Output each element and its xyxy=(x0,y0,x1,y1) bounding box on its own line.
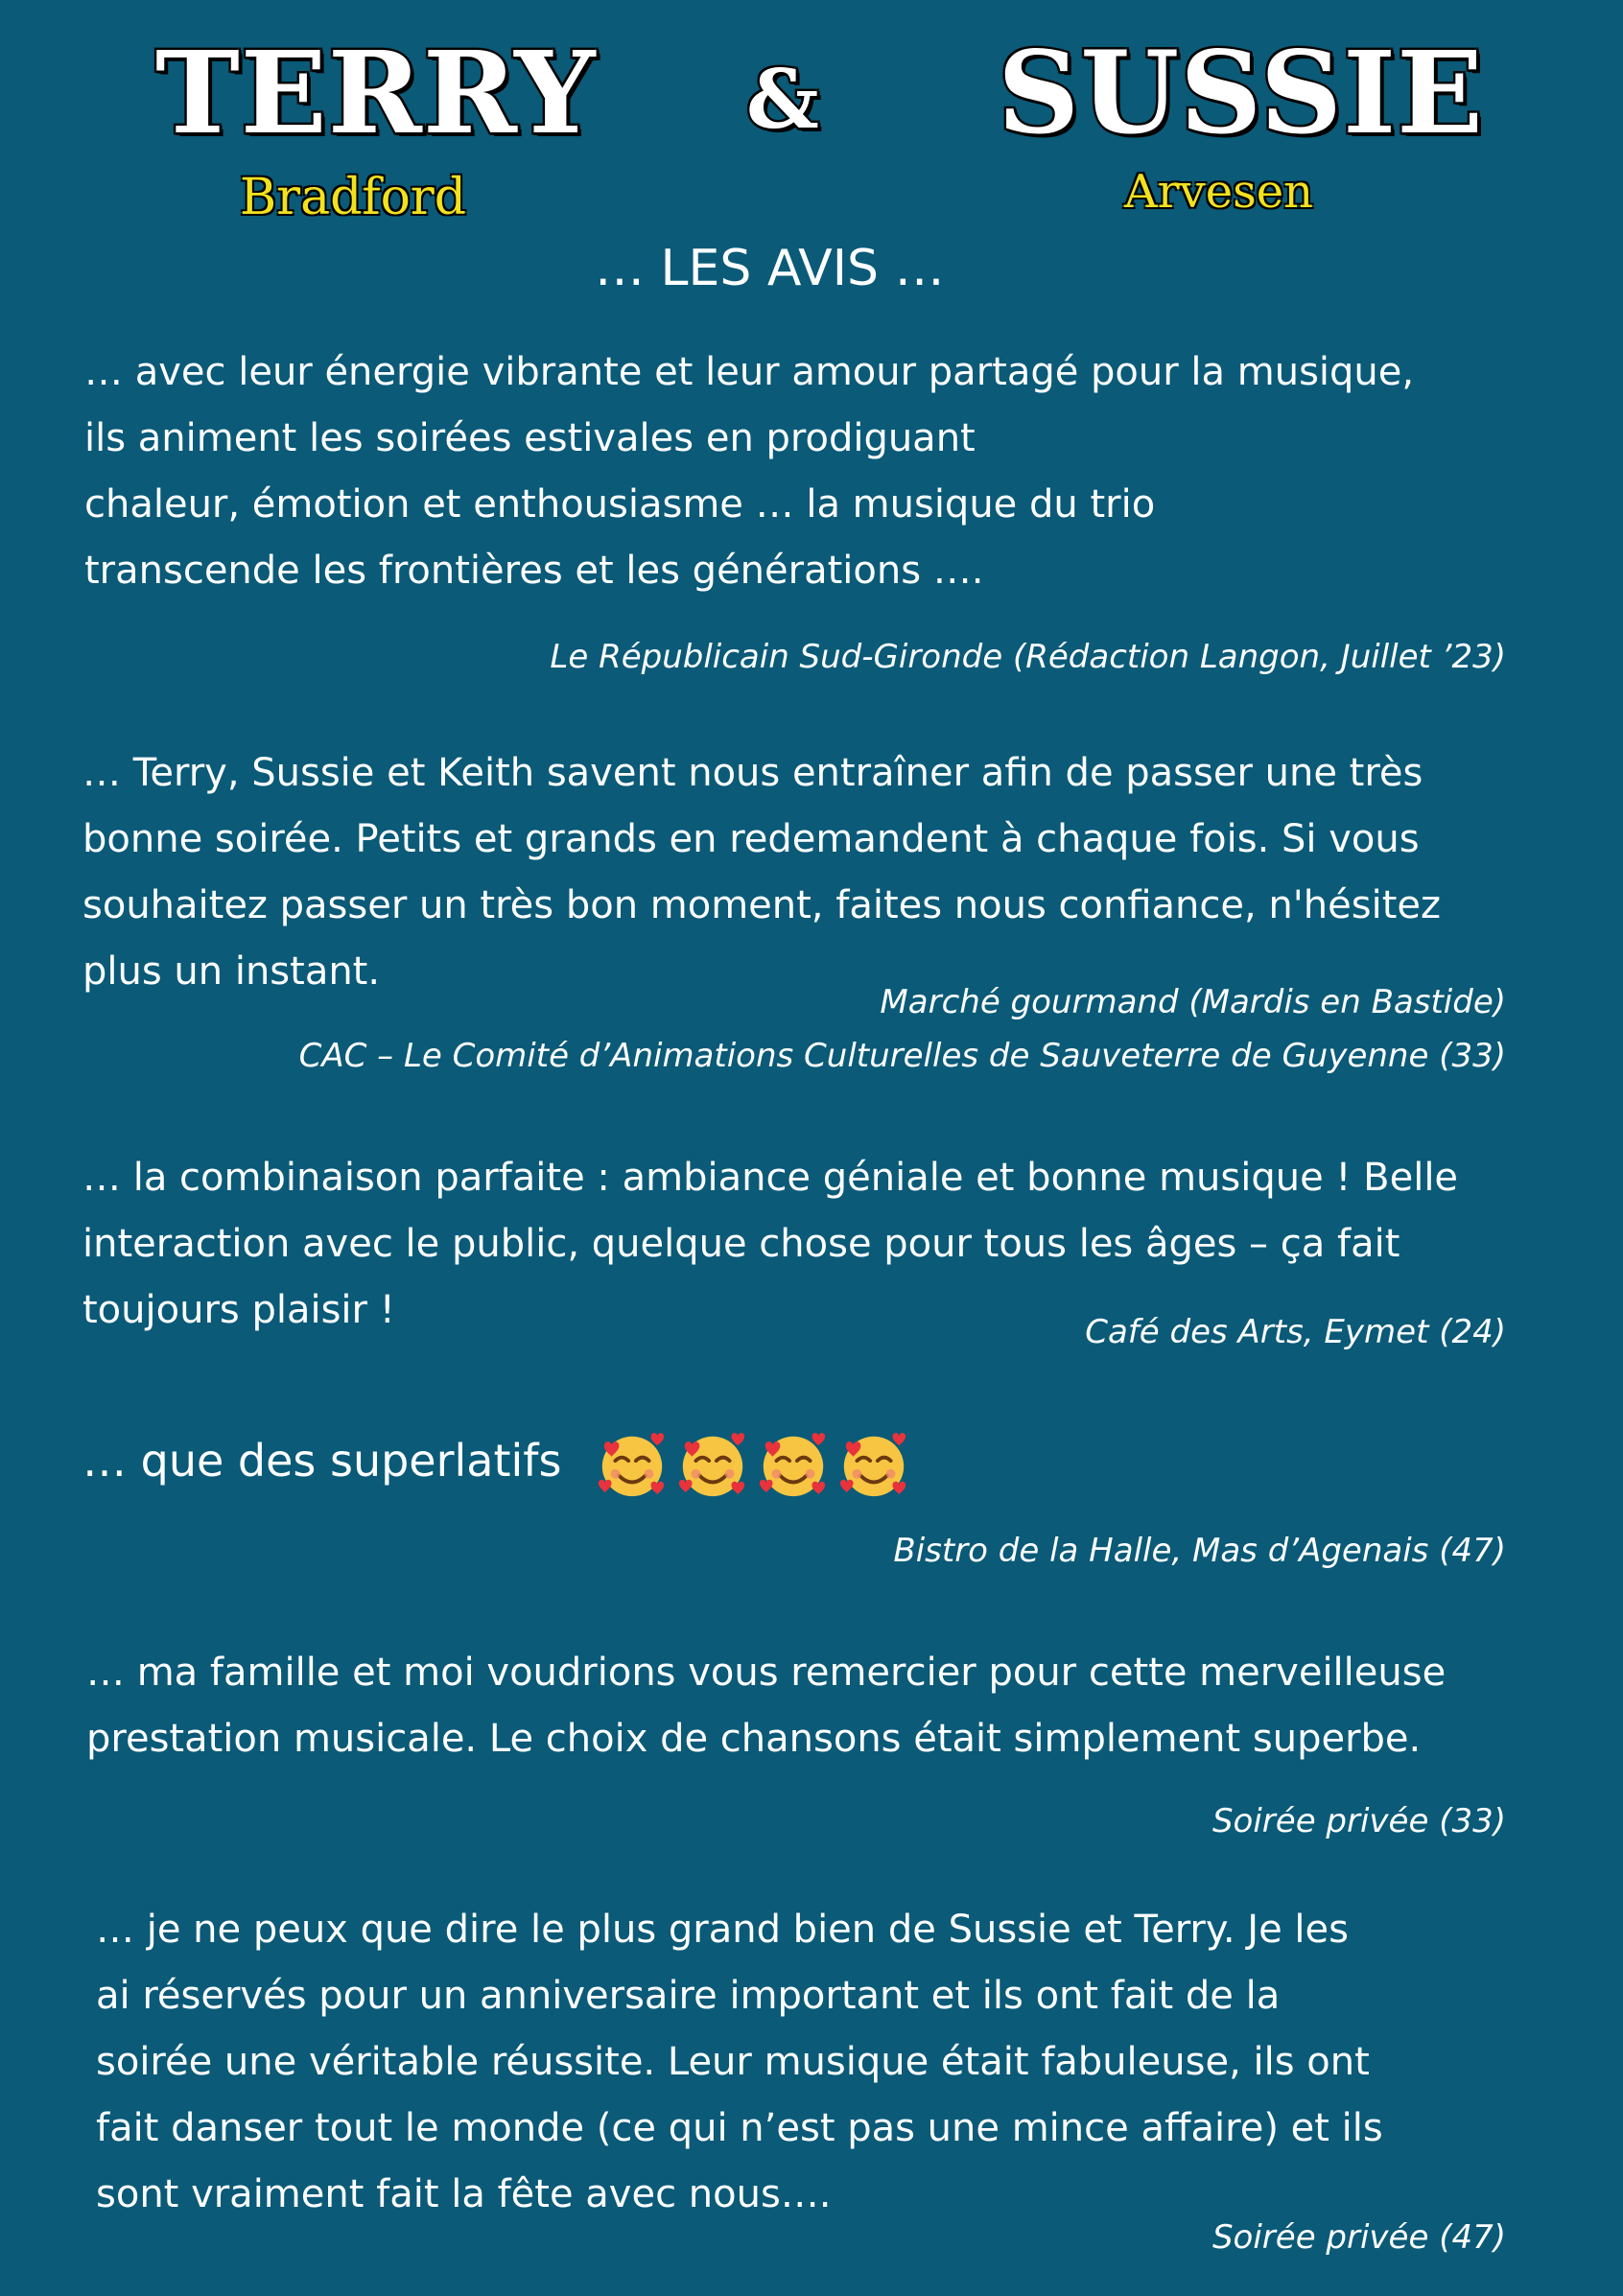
name-terry: TERRY xyxy=(155,26,597,159)
review-2-source-organizer: CAC – Le Comité d’Animations Culturelles de Sauveterre de Guyenne (33) xyxy=(298,1037,1506,1075)
review-4-source: Bistro de la Halle, Mas d’Agenais (47) xyxy=(893,1532,1506,1570)
review-6-text xyxy=(96,1897,1383,2228)
review-line: toujours plaisir ! xyxy=(82,1288,395,1332)
smiling-face-with-hearts-icon xyxy=(756,1427,831,1502)
review-line: … Terry, Sussie et Keith savent nous entraîner afin de passer une très xyxy=(82,751,1423,795)
ampersand: & xyxy=(746,52,820,147)
emoji-group xyxy=(595,1427,911,1502)
review-2-source-event: Marché gourmand (Mardis en Bastide) xyxy=(880,983,1506,1021)
smiling-face-with-hearts-icon xyxy=(675,1427,750,1502)
review-line: … que des superlatifs xyxy=(82,1435,562,1487)
review-line: … je ne peux que dire le plus grand bien de Sussie et Terry. Je les xyxy=(96,1908,1349,1952)
review-line: sont vraiment fait la fête avec nous…. xyxy=(96,2172,832,2216)
review-2-text xyxy=(82,740,1441,1005)
review-line: chaleur, émotion et enthousiasme … la musique du trio xyxy=(84,482,1156,527)
review-4-text-row xyxy=(82,1417,911,1504)
surname-bradford: Bradford xyxy=(240,169,467,226)
review-line: transcende les frontières et les générations …. xyxy=(84,549,984,593)
name-sussie: SUSSIE xyxy=(998,26,1485,159)
review-line: ils animent les soirées estivales en prodiguant xyxy=(84,416,976,460)
review-line: … ma famille et moi voudrions vous remercier pour cette merveilleuse xyxy=(86,1651,1447,1695)
review-line: soirée une véritable réussite. Leur musique était fabuleuse, ils ont xyxy=(96,2040,1370,2084)
review-line: interaction avec le public, quelque chose pour tous les âges – ça fait xyxy=(82,1222,1400,1266)
review-line: … avec leur énergie vibrante et leur amour partagé pour la musique, xyxy=(84,350,1415,394)
surname-arvesen: Arvesen xyxy=(1124,165,1314,219)
review-5-source: Soirée privée (33) xyxy=(1211,1802,1506,1840)
review-line: souhaitez passer un très bon moment, faites nous confiance, n'hésitez xyxy=(82,883,1441,927)
review-line: bonne soirée. Petits et grands en redemandent à chaque fois. Si vous xyxy=(82,817,1420,861)
review-line: … la combinaison parfaite : ambiance géniale et bonne musique ! Belle xyxy=(82,1156,1459,1200)
review-line: fait danser tout le monde (ce qui n’est pas une mince affaire) et ils xyxy=(96,2106,1383,2150)
smiling-face-with-hearts-icon xyxy=(836,1427,911,1502)
review-line: ai réservés pour un anniversaire important et ils ont fait de la xyxy=(96,1974,1281,2018)
review-1-source: Le Républicain Sud-Gironde (Rédaction Langon, Juillet ’23) xyxy=(550,638,1506,676)
review-5-text xyxy=(86,1640,1446,1772)
page-title: … LES AVIS … xyxy=(595,240,945,297)
smiling-face-with-hearts-icon xyxy=(595,1427,670,1502)
review-1-text xyxy=(84,340,1414,604)
review-line: prestation musicale. Le choix de chansons était simplement superbe. xyxy=(86,1717,1422,1761)
review-3-source: Café des Arts, Eymet (24) xyxy=(1085,1313,1506,1351)
review-line: plus un instant. xyxy=(82,949,381,994)
review-6-source: Soirée privée (47) xyxy=(1211,2218,1506,2257)
